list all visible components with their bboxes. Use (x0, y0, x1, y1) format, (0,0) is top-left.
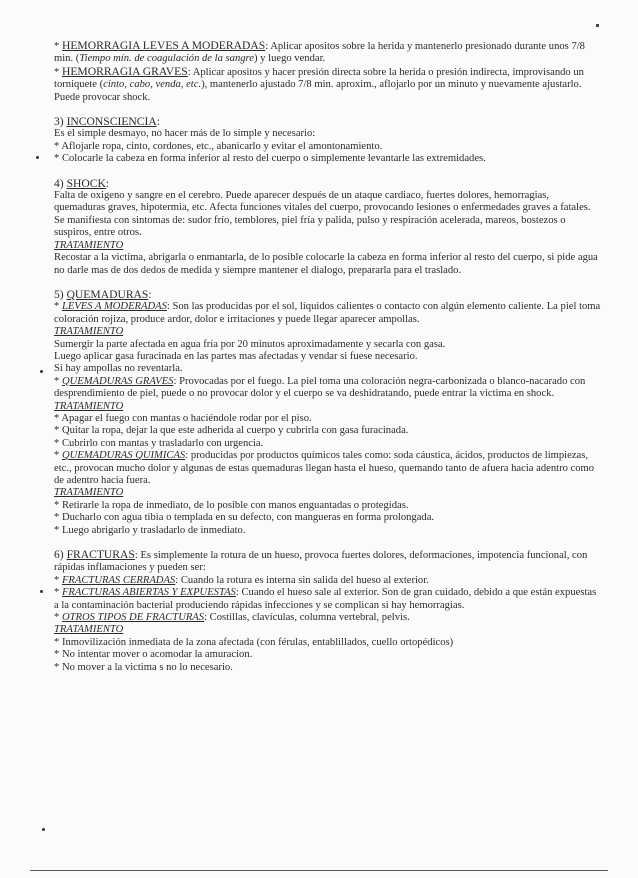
subsection-paragraph: * QUEMADURAS GRAVES: Provocadas por el fuego. La piel toma una coloración negra-carbonizada o blanco-nacarado con desprendimiento de piel, puede o no provocar dolor y el cuerpo se va deshidratando, puede entrar la victima en shock. (54, 375, 586, 400)
bullet-item: * Luego abrigarlo y trasladarlo de inmediato. (54, 524, 246, 536)
hemorragia-leves-paragraph: * HEMORRAGIA LEVES A MODERADAS: Aplicar apositos sobre la herida y mantenerlo presionado durante unos 7/8 min. (Tiempo mín. de coagulación de la sangre) y luego vendar. (54, 39, 585, 65)
subsection-paragraph: * LEVES A MODERADAS: Son las producidas por el sol, líquidos calientes o contacto con algún elemento caliente. La piel toma coloración rojiza, produce ardor, dolor e irritaciones y puede llegar aparecer ampollas. (54, 301, 601, 325)
tratamiento-label: TRATAMIENTO (54, 624, 124, 636)
bullet-item: * Retirarle la ropa de inmediato, de lo posible con manos enguantadas o protegidas. (54, 499, 409, 511)
paragraph: Falta de oxigeno y sangre en el cerebro. Puede aparecer después de un ataque cardiaco, fuertes dolores, hemorragias, quemaduras graves, hipotermia, etc. Afecta funciones vitales del cuerpo, provocando lesiones o enfermedades graves a fatales. Se manifiesta con sintomas de: sudor frío, temblores, piel fría y palida, pulso y respiración acelerada, mareos, bostezos o suspiros, entre otros. (54, 190, 591, 239)
subsection-paragraph: * FRACTURAS CERRADAS: Cuando la rotura es interna sin salida del hueso al exterior. (54, 574, 429, 586)
tratamiento-label: TRATAMIENTO (54, 400, 124, 412)
document-page (54, 40, 602, 674)
bullet-item: * Colocarle la cabeza en forma inferior al resto del cuerpo o simplemente levantarle las extremidades. (54, 153, 486, 165)
margin-dot (40, 370, 43, 373)
section-heading-paragraph: 6) FRACTURAS: Es simplemente la rotura de un hueso, provoca fuertes dolores, deformaciones, impotencia funcional, con rápidas inflamaciones y pueden ser: (54, 548, 588, 574)
bullet-item: * Cubrirlo con mantas y trasladarlo con urgencia. (54, 437, 264, 449)
bullet-item: * Ducharlo con agua tibia o templada en su defecto, con mangueras en forma prolongada. (54, 512, 435, 524)
bullet-item: * Apagar el fuego con mantas o haciéndole rodar por el piso. (54, 412, 312, 424)
tratamiento-label: TRATAMIENTO (54, 239, 124, 251)
page-bottom-rule (30, 870, 608, 871)
section-fracturas (54, 549, 602, 674)
section-heading: 3) INCONSCIENCIA: (54, 115, 160, 129)
tratamiento-label: TRATAMIENTO (54, 326, 124, 338)
paragraph: Si hay ampollas no reventarla. (54, 363, 183, 375)
hemorragia-graves-title: HEMORRAGIA GRAVES (61, 64, 188, 78)
section-hemorragias (54, 40, 602, 104)
margin-dot (42, 828, 45, 831)
bullet-item: * Inmovilización inmediata de la zona afectada (con férulas, entablillados, cuello ortopédicos) (54, 636, 454, 648)
margin-dot (36, 156, 39, 159)
bullet-item: * No mover a la victima s no lo necesario. (54, 661, 233, 673)
section-heading: 5) QUEMADURAS: (54, 287, 152, 301)
subsection-paragraph: * QUEMADURAS QUIMICAS: producidas por productos químicos tales como: soda cáustica, ácidos, productos de limpiezas, etc., provocan mucho dolor y algunas de estas quemaduras llegan hasta el hueso, quemando tanto de afuera hacia adentro como de adentro hacia fuera. (54, 450, 595, 486)
section-shock (54, 178, 602, 277)
scan-mark (596, 24, 599, 27)
paragraph: Recostar a la victima, abrigarla o enmantarla, de lo posible colocarle la cabeza en forma inferior al resto del cuerpo, si pide agua no darle mas de dos dedos de medida y siempre mantener el dialogo, prepararla para el traslado. (54, 252, 598, 276)
tratamiento-label: TRATAMIENTO (54, 487, 124, 499)
section-heading: 4) SHOCK: (54, 176, 110, 190)
paragraph: Sumergir la parte afectada en agua fría por 20 minutos aproximadamente y secarla con gasa. (54, 338, 446, 350)
paragraph: Es el simple desmayo, no hacer más de lo simple y necesario: (54, 128, 316, 140)
subsection-paragraph: * FRACTURAS ABIERTAS Y EXPUESTAS: Cuando el hueso sale al exterior. Son de gran cuidado, debido a que están expuestas a la contaminación bacterial produciendo rápidas infecciones y se complican si hay hemorragias. (54, 587, 597, 611)
section-inconsciencia (54, 116, 602, 166)
section-quemaduras (54, 289, 602, 537)
paragraph: Luego aplicar gasa furacinada en las partes mas afectadas y vendar si fuese necesario. (54, 350, 418, 362)
bullet-item: * Quitar la ropa, dejar la que este adherida al cuerpo y cubrirla con gasa furacinada. (54, 425, 409, 437)
bullet-item: * No intentar mover o acomodar la amuracion. (54, 649, 253, 661)
margin-dot (40, 590, 43, 593)
hemorragia-leves-title: HEMORRAGIA LEVES A MODERADAS (61, 39, 266, 52)
bullet-item: * Aflojarle ropa, cinto, cordones, etc., abanicarlo y evitar el amontonamiento. (54, 140, 383, 152)
subsection-paragraph: * OTROS TIPOS DE FRACTURAS: Costillas, clavículas, columna vertebral, pelvis. (54, 612, 410, 624)
hemorragia-graves-paragraph: * HEMORRAGIA GRAVES: Aplicar apositos y hacer presión directa sobre la herida o presión indirecta, improvisando un torniquete (cinto, cabo, venda, etc.), mantenerlo ajustado 7/8 min. aproxim., aflojarlo por un minuto y nuevamente ajustarlo. Puede provocar shock. (54, 64, 584, 103)
